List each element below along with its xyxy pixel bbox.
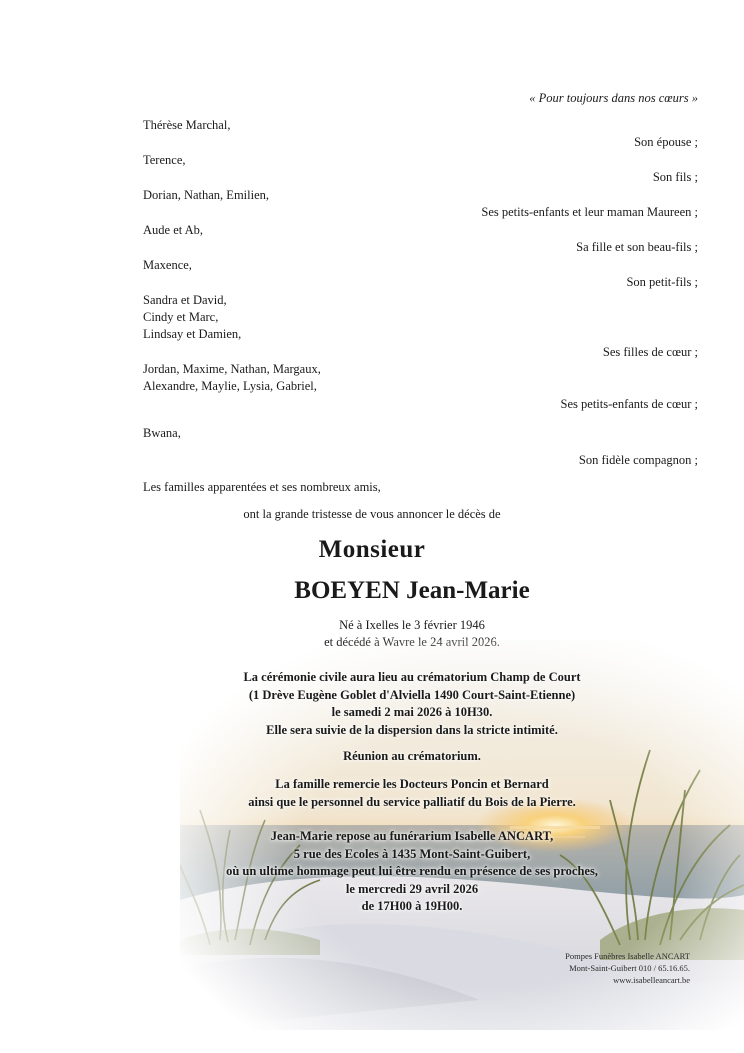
visitation-line-2: 5 rue des Ecoles à 1435 Mont-Saint-Guibert, (293, 846, 531, 861)
family-relation-3: Ses petits-enfants et leur maman Maureen ; (481, 205, 698, 219)
thanks-line-2: ainsi que le personnel du service palliatif du Bois de la Pierre. (248, 794, 576, 809)
family-relation-7: Ses petits-enfants de cœur ; (560, 397, 698, 411)
family-relation-6: Ses filles de cœur ; (602, 345, 698, 359)
deceased-name: BOEYEN Jean-Marie (294, 577, 530, 604)
footer-line-2: Mont-Saint-Guibert 010 / 65.16.65. (569, 963, 690, 973)
family-names-1: Thérèse Marchal, (143, 118, 231, 132)
family-names-5: Maxence, (143, 258, 192, 272)
family-relation-8: Son fidèle compagnon ; (578, 453, 698, 467)
ceremony-line-4: Elle sera suivie de la dispersion dans la stricte intimité. (266, 722, 558, 737)
family-relation-5: Son petit-fils ; (626, 275, 698, 289)
visitation-block (80, 828, 744, 916)
ceremony-line-1: La cérémonie civile aura lieu au crématorium Champ de Court (243, 670, 581, 684)
family-names-6b: Cindy et Marc, (143, 310, 219, 324)
visitation-line-3: où un ultime hommage peut lui être rendu en présence de ses proches, (226, 864, 598, 878)
visitation-line-1: Jean-Marie repose au funérarium Isabelle ANCART, (270, 829, 554, 843)
thanks-line-1: La famille remercie les Docteurs Poncin et Bernard (275, 777, 549, 791)
visitation-line-4: le mercredi 29 avril 2026 (345, 881, 479, 896)
birth-line: Né à Ixelles le 3 février 1946 (339, 618, 485, 632)
ceremony-line-2: (1 Drève Eugène Goblet d'Alviella 1490 Court-Saint-Etienne) (248, 687, 576, 702)
family-relation-2: Son fils ; (652, 170, 698, 184)
family-names-8: Bwana, (143, 426, 181, 440)
family-names-6a: Sandra et David, (143, 293, 227, 307)
family-names-7a: Jordan, Maxime, Nathan, Margaux, (143, 362, 321, 376)
family-relation-4: Sa fille et son beau-fils ; (576, 240, 698, 254)
family-names-6c: Lindsay et Damien, (143, 327, 242, 341)
family-names-3: Dorian, Nathan, Emilien, (143, 188, 270, 202)
reunion-block (80, 748, 744, 766)
footer-website[interactable]: www.isabelleancart.be (613, 975, 690, 985)
footer-line-1: Pompes Funèbres Isabelle ANCART (565, 951, 690, 961)
family-names-7b: Alexandre, Maylie, Lysia, Gabriel, (143, 379, 317, 393)
ceremony-line-3: le samedi 2 mai 2026 à 10H30. (331, 705, 493, 719)
funeral-home-credit (565, 950, 690, 986)
family-names-4: Aude et Ab, (143, 223, 204, 237)
family-names-2: Terence, (143, 153, 186, 167)
visitation-line-5: de 17H00 à 19H00. (361, 899, 463, 913)
thanks-block (80, 776, 744, 811)
ceremony-block (80, 669, 744, 739)
honorific-title: Monsieur (318, 536, 426, 563)
family-relation-1: Son épouse ; (634, 135, 698, 149)
epigraph-quote: « Pour toujours dans nos cœurs » (529, 91, 698, 105)
reunion-line: Réunion au crématorium. (343, 749, 481, 763)
extended-families-line: Les familles apparentées et ses nombreux amis, (143, 480, 381, 494)
announcement-line: ont la grande tristesse de vous annoncer le décès de (243, 507, 501, 521)
